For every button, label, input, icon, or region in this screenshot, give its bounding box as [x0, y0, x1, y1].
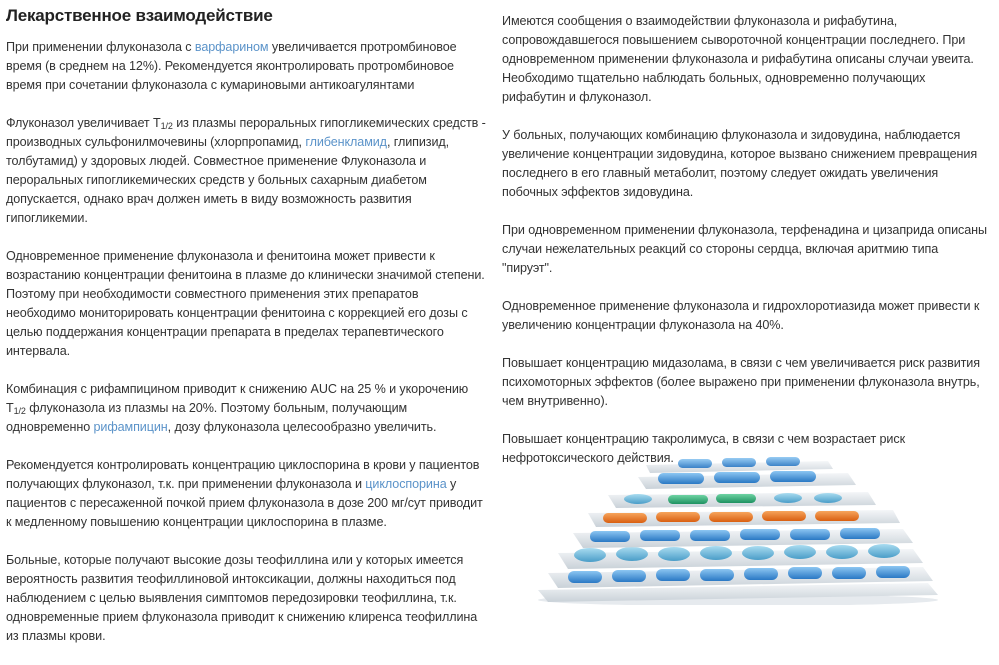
paragraph-midazolam: Повышает концентрацию мидазолама, в связи с чем увеличивается риск развития психомоторных эффектов (более выражено при применении флуконазола внутрь, чем внутривенно). — [502, 356, 980, 408]
pill-blister-stack-image — [528, 455, 948, 605]
left-column — [6, 0, 488, 665]
paragraph-terfenadine: При одновременном применении флуконазола, терфенадина и цизаприда описаны случаи нежелательных реакций со стороны сердца, включая аритмию типа "пируэт". — [502, 223, 987, 275]
paragraph-rifabutin: Имеются сообщения о взаимодействии флуконазола и рифабутина, сопровождавшегося повышением сывороточной концентрации последнего. При одновременном применении флуконазола и рифабутина описаны случаи увеита. Необходимо тщательно наблюдать больных, одновременно получающих рифабутин и флуконазол. — [502, 14, 974, 104]
paragraph-theophylline: Больные, которые получают высокие дозы теофиллина или у которых имеется вероятность развития теофиллиновой интоксикации, должны находиться под наблюдением с целью выявления симптомов передозировки теофиллина, т.к. одновременные прием флуконазола приводит к снижению клиренса теофиллина из плазмы крови. — [6, 553, 478, 643]
link-cyclosporine[interactable]: циклоспорина — [365, 477, 447, 491]
paragraph-sulfonylurea: Флуконазол увеличивает $T_{1/2}$ из плазмы пероральных гипогликемических средств - производных сульфонилмочевины (хлорпропамид, глибенкламид, глипизид, толбутамид) у здоровых людей. Совместное применение Флуконазола и пероральных гипогликемических средств у больных сахарным диабетом допускается, однако врач должен иметь в виду возможность развития гипогликемии. — [6, 116, 486, 225]
page-title: Лекарственное взаимодействие — [6, 6, 273, 25]
right-column — [502, 12, 990, 487]
paragraph-cyclosporine: Рекомендуется контролировать концентрацию циклоспорина в крови у пациентов получающих флуконазол, т.к. при применении флуконазола и циклоспорина у пациентов с пересаженной почкой прием флуконазола в дозе 200 мг/сут приводит к медленному повышению концентрации циклоспорина в плазме. — [6, 458, 483, 529]
paragraph-hydrochlorothiazide: Одновременное применение флуконазола и гидрохлоротиазида может привести к увеличению концентрации флуконазола на 40%. — [502, 299, 980, 332]
paragraph-tacrolimus: Повышает концентрацию такролимуса, в связи с чем возрастает риск нефротоксического действия. — [502, 432, 905, 465]
link-warfarin[interactable]: варфарином — [194, 40, 269, 54]
paragraph-zidovudine: У больных, получающих комбинацию флуконазола и зидовудина, наблюдается увеличение концентрации зидовудина, которое вызвано снижением превращения последнего в его главный метаболит, поэтому следует ожидать увеличения побочных эффектов зидовудина. — [502, 128, 978, 199]
paragraph-warfarin: При применении флуконазола с варфарином увеличивается протромбиновое время (в среднем на 12%). Рекомендуется яконтролировать протромбиновое время при сочетании флуконазола с кумариновыми антикоагулянтами — [6, 40, 457, 92]
paragraph-phenytoin: Одновременное применение флуконазола и фенитоина может привести к возрастанию концентрации фенитоина в плазме до клинически значимой степени. Поэтому при необходимости совместного применения этих препаратов необходимо мониторировать концентрации фенитоина с коррекцией его дозы с целью поддержания концентрации препарата в пределах терапевтического интервала. — [6, 249, 485, 358]
paragraph-rifampicin: Комбинация с рифампицином приводит к снижению AUC на 25 % и укорочению $T_{1/2}$ флуконазола из плазмы на 20%. Поэтому больным, получающим одновременно рифампицин, дозу флуконазола целесообразно увеличить. — [6, 382, 469, 434]
link-glibenclamide[interactable]: глибенкламид — [305, 135, 387, 149]
link-rifampicin[interactable]: рифампицин — [93, 420, 168, 434]
